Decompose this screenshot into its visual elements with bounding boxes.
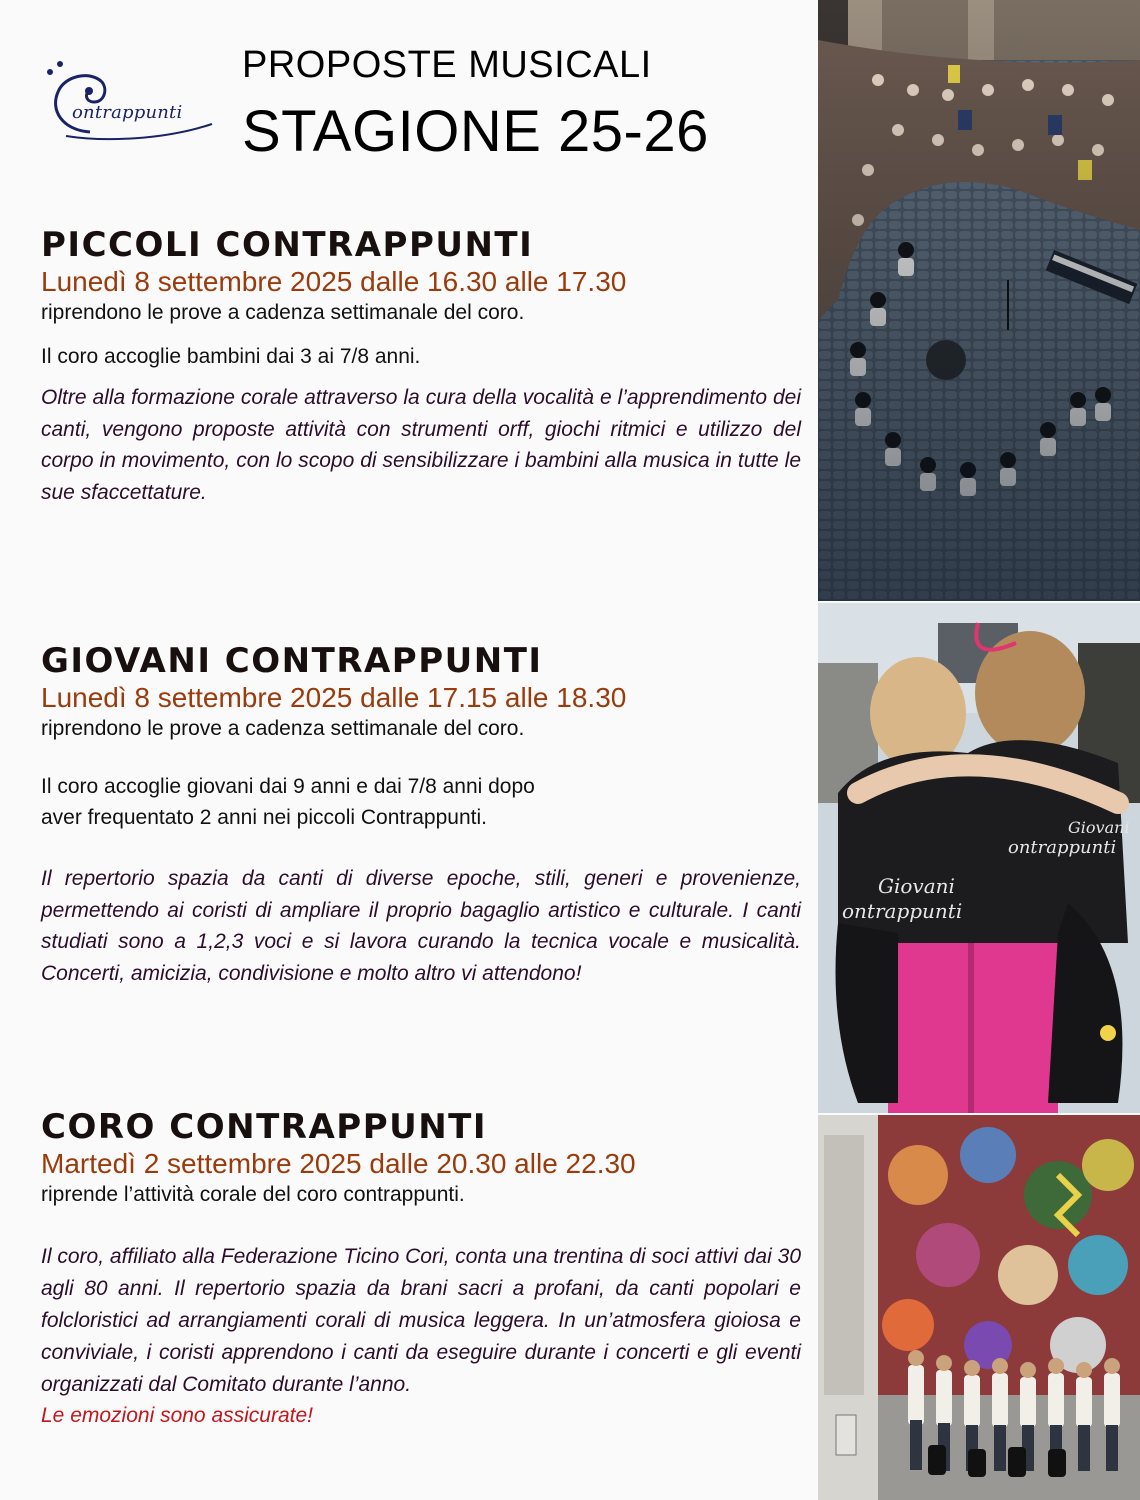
section-piccoli [41, 224, 801, 508]
section-title: CORO CONTRAPPUNTI [41, 1107, 488, 1147]
section-date: Lunedì 8 settembre 2025 dalle 16.30 alle 17.30 [41, 266, 627, 297]
girls-embracing-photo [818, 603, 1140, 1113]
shirt-text-2: ontrappunti [842, 899, 963, 923]
section-description: Il coro, affiliato alla Federazione Ticino Cori, conta una trentina di soci attivi dai 30 agli 80 anni. Il repertorio spazia da brani sacri a profani, da canti popolari e folcloristici ad arrangiamenti corali di musica leggera. In un’atmosfera gioiosa e conviviale, i coristi apprendono i canti da eseguire durante i concerti e gli eventi organizzati dal Comitato durante l’anno. [41, 1245, 801, 1396]
section-description: Oltre alla formazione corale attraverso la cura della vocalità e l’apprendimento dei canti, vengono proposte attività con strumenti orff, giochi ritmici e utilizzo del corpo in movimento, con lo scopo di sensibilizzare i bambini alla musica in tutte le sue sfaccettature. [41, 386, 801, 504]
section-date: Martedì 2 settembre 2025 dalle 20.30 alle 22.30 [41, 1148, 636, 1179]
section-title: GIOVANI CONTRAPPUNTI [41, 641, 543, 681]
section-giovani [41, 640, 801, 989]
shirt-text-4: ontrappunti [1008, 837, 1117, 858]
section-subtitle: riprende l’attività corale del coro contrappunti. [41, 1183, 465, 1206]
section-subtitle: riprendono le prove a cadenza settimanale del coro. [41, 301, 525, 324]
section-paragraph-line: Il coro accoglie giovani dai 9 anni e dai 7/8 anni dopo [41, 775, 535, 798]
section-paragraph: Il coro accoglie bambini dai 3 ai 7/8 anni. [41, 345, 421, 368]
section-title: PICCOLI CONTRAPPUNTI [41, 225, 534, 265]
section-subtitle: riprendono le prove a cadenza settimanale del coro. [41, 717, 525, 740]
section-paragraph-line: aver frequentato 2 anni nei piccoli Contrappunti. [41, 806, 487, 829]
header-line-1: PROPOSTE MUSICALI [242, 44, 652, 86]
shirt-text-3: Giovani [1068, 818, 1130, 837]
children-choir-courtyard-photo [818, 0, 1140, 601]
section-coro [41, 1106, 801, 1431]
section-date: Lunedì 8 settembre 2025 dalle 17.15 alle 18.30 [41, 682, 627, 713]
contrappunti-logo [44, 50, 214, 150]
closing-line: Le emozioni sono assicurate! [41, 1404, 313, 1427]
shirt-text-1: Giovani [878, 874, 955, 898]
header-line-2: STAGIONE 25-26 [242, 99, 709, 164]
logo-text: ontrappunti [72, 102, 183, 123]
mural-group-photo [818, 1115, 1140, 1500]
clef-logo-icon [44, 50, 214, 150]
section-description: Il repertorio spazia da canti di diverse epoche, stili, generi e provenienze, permettendo ai coristi di ampliare il proprio bagaglio artistico e culturale. I canti studiati sono a 1,2,3 voci e si lavora curando la tecnica vocale e musicalità. Concerti, amicizia, condivisione e molto altro vi attendono! [41, 867, 801, 985]
